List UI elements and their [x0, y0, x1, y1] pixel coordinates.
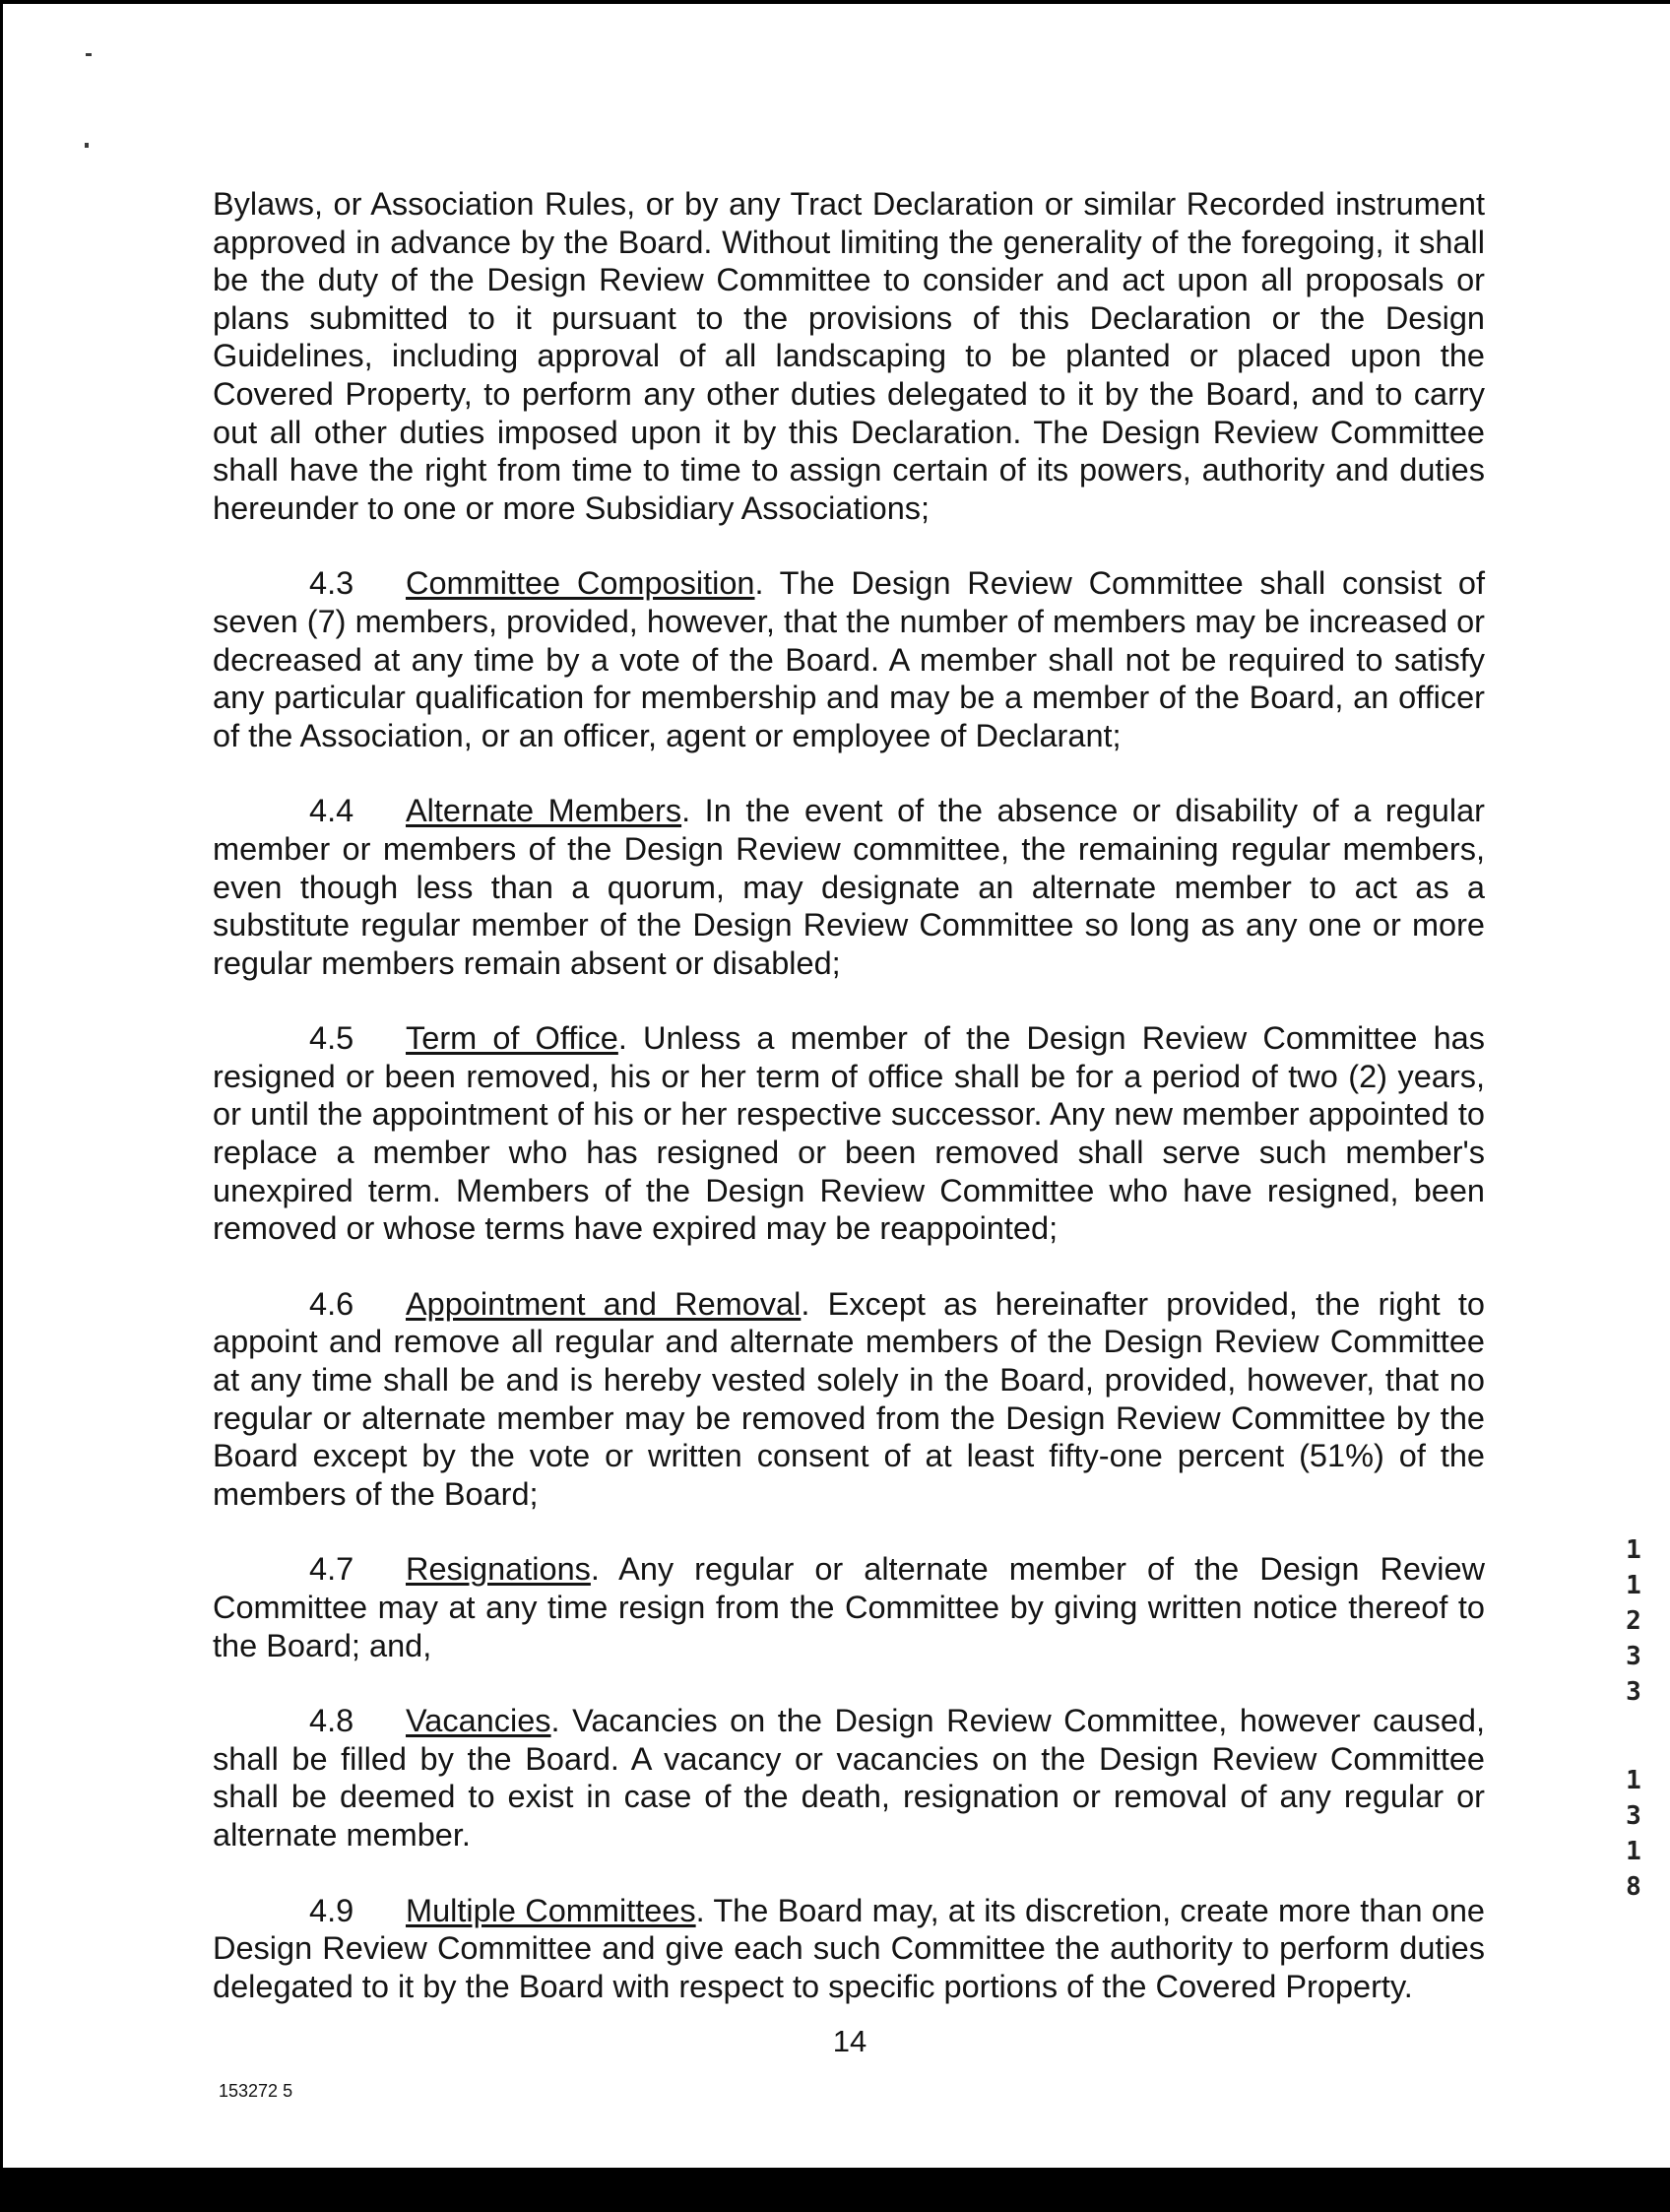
stamp-digit: 3 — [1626, 1677, 1641, 1707]
stamp-group-upper — [1614, 1532, 1653, 1710]
section-title: Committee Composition — [406, 565, 755, 602]
section-text: . The Board may, at its discretion, create more than one Design Review Committee and give each such Committee the authority to perform duties delegated to it by the Board with respect to specific portions of the Covered Property. — [213, 1892, 1485, 2004]
section-number: 4.5 — [309, 1020, 354, 1057]
document-body — [213, 185, 1485, 2005]
side-recording-stamp — [1614, 1532, 1653, 1905]
section-number: 4.9 — [309, 1892, 354, 1928]
scan-bottom-band — [0, 2168, 1670, 2212]
stamp-digit: 1 — [1626, 1571, 1641, 1600]
stamp-digit: 1 — [1626, 1766, 1641, 1795]
stamp-group-lower — [1614, 1763, 1653, 1905]
section-number: 4.8 — [309, 1703, 354, 1739]
stamp-digit: 3 — [1626, 1801, 1641, 1831]
scan-speck — [86, 53, 92, 56]
stamp-digit: 8 — [1626, 1872, 1641, 1902]
stamp-digit: 2 — [1626, 1606, 1641, 1636]
scan-speck — [85, 143, 89, 148]
section-4-5 — [213, 1019, 1485, 1248]
section-title: Vacancies — [406, 1703, 551, 1739]
section-title: Term of Office — [406, 1020, 618, 1057]
section-title: Multiple Committees — [406, 1892, 696, 1928]
section-4-8 — [213, 1702, 1485, 1854]
section-number: 4.7 — [309, 1551, 354, 1588]
section-number: 4.6 — [309, 1285, 354, 1322]
section-text: . Any regular or alternate member of the Design Review Committee may at any time resign from the Committee by giving written notice thereof to the Board; and, — [213, 1551, 1485, 1663]
section-title: Appointment and Removal — [406, 1285, 802, 1322]
stamp-digit: 3 — [1626, 1642, 1641, 1671]
section-text: . Unless a member of the Design Review Committee has resigned or been removed, his or her term of office shall be for a period of two (2) years, or until the appointment of his or her respective successor. Any new member appointed to replace a member who has resigned or been removed shall serve such member's unexpired term. Members of the Design Review Committee who have resigned, been removed or whose terms have expired may be reappointed; — [213, 1020, 1485, 1247]
section-title: Resignations — [406, 1551, 591, 1588]
section-text: . In the event of the absence or disability of a regular member or members of the Design Review committee, the remaining regular members, even though less than a quorum, may designate an alternate member to act as a substitute regular member of the Design Review Committee so long as any one or more regular members remain absent or disabled; — [213, 793, 1485, 981]
section-text: . The Design Review Committee shall consist of seven (7) members, provided, however, that the number of members may be increased or decreased at any time by a vote of the Board. A member shall not be required to satisfy any particular qualification for membership and may be a member of the Board, an officer of the Association, or an officer, agent or employee of Declarant; — [213, 565, 1485, 753]
section-number: 4.4 — [309, 793, 354, 829]
section-number: 4.3 — [309, 565, 354, 602]
section-text: . Vacancies on the Design Review Committee, however caused, shall be filled by the Board. A vacancy or vacancies on the Design Review Committee shall be deemed to exist in case of the death, resignation or removal of any regular or alternate member. — [213, 1703, 1485, 1853]
stamp-digit: 1 — [1626, 1535, 1641, 1565]
document-code: 153272 5 — [219, 2081, 293, 2101]
stamp-digit: 1 — [1626, 1837, 1641, 1866]
section-title: Alternate Members — [406, 793, 682, 829]
continuation-paragraph: Bylaws, or Association Rules, or by any Tract Declaration or similar Recorded instrument approved in advance by the Board. Without limiting the generality of the foregoing, it shall be the duty of the Design Review Committee to consider and act upon all proposals or plans submitted to it pursuant to the provisions of this Declaration or the Design Guidelines, including approval of all landscaping to be planted or placed upon the Covered Property, to perform any other duties delegated to it by the Board, and to carry out all other duties imposed upon it by this Declaration. The Design Review Committee shall have the right from time to time to assign certain of its powers, authority and duties hereunder to one or more Subsidiary Associations; — [213, 186, 1485, 526]
section-4-6 — [213, 1285, 1485, 1514]
section-4-7 — [213, 1550, 1485, 1664]
page-number: 14 — [832, 2024, 867, 2058]
section-4-4 — [213, 792, 1485, 982]
section-4-9 — [213, 1892, 1485, 2006]
section-4-3 — [213, 564, 1485, 754]
section-text: . Except as hereinafter provided, the right to appoint and remove all regular and alternate members of the Design Review Committee at any time shall be and is hereby vested solely in the Board, provided, however, that no regular or alternate member may be removed from the Design Review Committee by the Board except by the vote or written consent of at least fifty-one percent (51%) of the members of the Board; — [213, 1285, 1485, 1512]
